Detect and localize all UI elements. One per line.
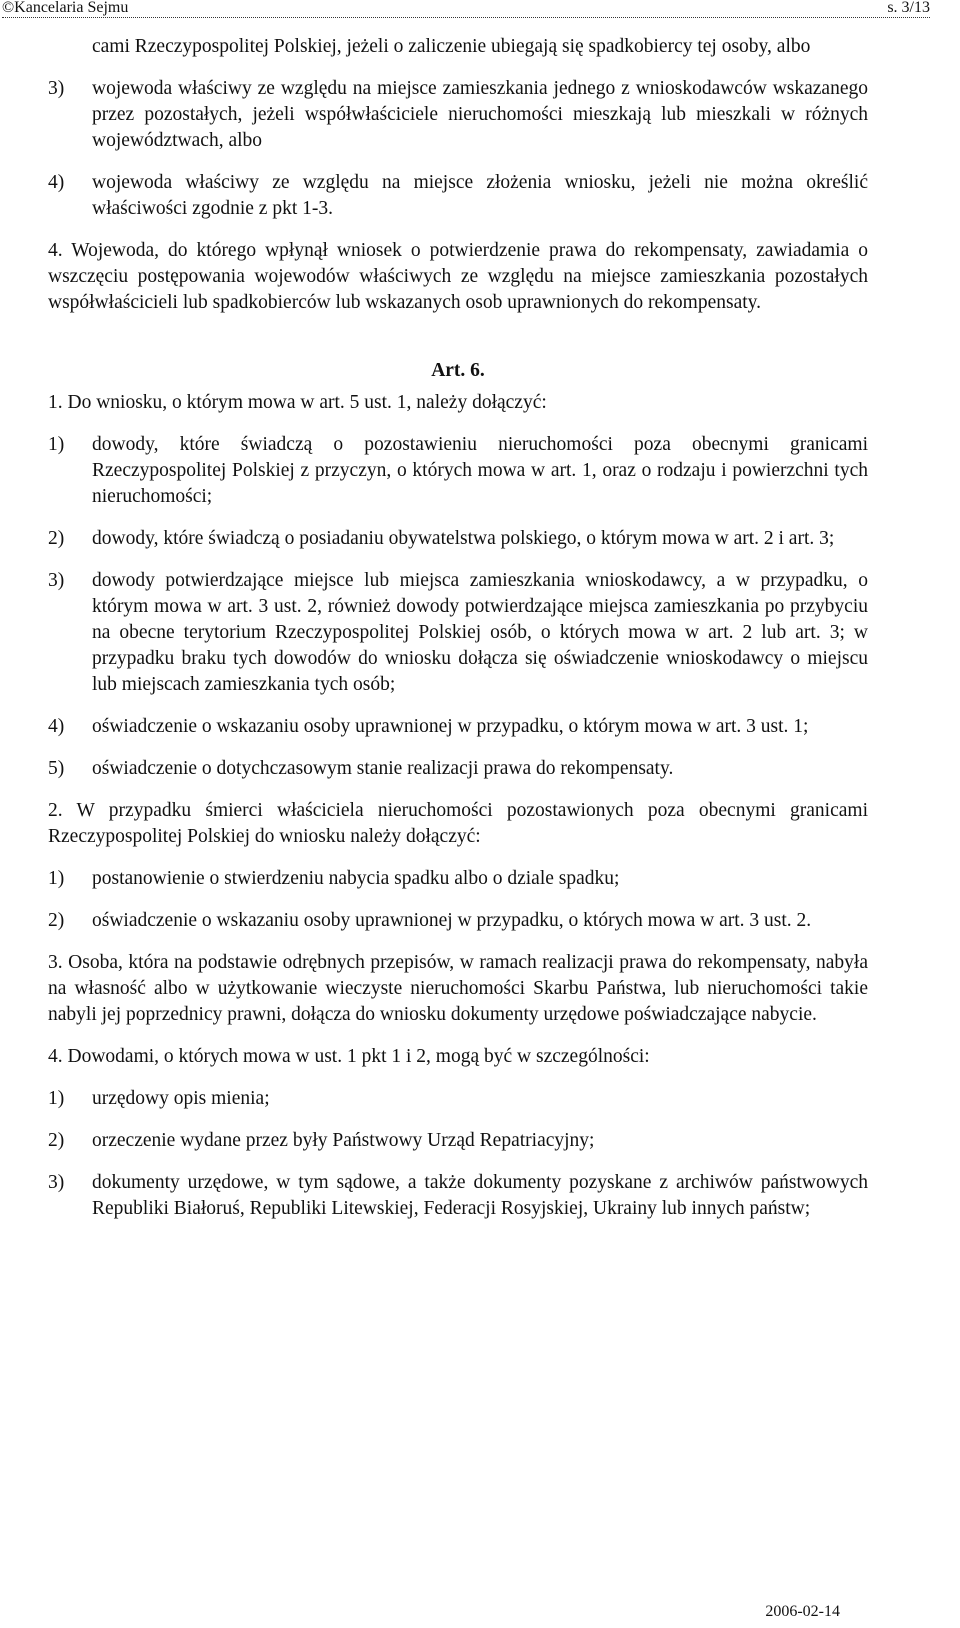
item-text: urzędowy opis mienia;	[92, 1088, 270, 1109]
list-item	[48, 1170, 868, 1222]
article-6-section-2-intro	[48, 798, 868, 850]
item-text: wojewoda właściwy ze względu na miejsce złożenia wniosku, jeżeli nie można określić właściwości zgodnie z pkt 1-3.	[92, 172, 868, 219]
item-number: 3)	[48, 1172, 65, 1193]
item-number: 4)	[48, 716, 65, 737]
list-item	[48, 170, 868, 222]
continued-paragraph: cami Rzeczypospolitej Polskiej, jeżeli o zaliczenie ubiegają się spadkobiercy tej osoby, albo	[92, 36, 811, 57]
paragraph-4	[48, 238, 868, 316]
list-item	[48, 568, 868, 698]
item-text: wojewoda właściwy ze względu na miejsce zamieszkania jednego z wnioskodawców wskazanego przez pozostałych, jeżeli współwłaściciele nieruchomości mieszkają lub mieszkali w różnych województwach, albo	[92, 78, 868, 151]
section-4-list	[48, 1086, 868, 1222]
item-number: 2)	[48, 910, 65, 931]
list-item	[48, 908, 868, 934]
list-item	[48, 76, 868, 154]
list-item	[48, 1086, 868, 1112]
header-page-number: s. 3/13	[887, 0, 930, 16]
article-6-section-1-intro: 1. Do wniosku, o którym mowa w art. 5 ust. 1, należy dołączyć:	[48, 392, 547, 413]
list-item	[48, 866, 868, 892]
item-number: 3)	[48, 78, 65, 99]
item-number: 1)	[48, 1088, 65, 1109]
item-text: dowody potwierdzające miejsce lub miejsca zamieszkania wnioskodawcy, a w przypadku, o którym mowa w art. 3 ust. 2, również dowody potwierdzające miejsca zamieszkania po przybyciu na obecne terytorium Rzeczypospolitej Polskiej osób, o których mowa w art. 2 lub art. 3; w przypadku braku tych dowodów do wniosku dołącza się oświadczenie wnioskodawcy o miejscu lub miejscach zamieszkania tych osób;	[92, 570, 868, 695]
list-item	[48, 526, 868, 552]
paragraph-text: W przypadku śmierci właściciela nieruchomości pozostawionych poza obecnymi granicami Rzeczypospolitej Polskiej do wniosku należy dołączyć:	[48, 800, 868, 847]
list-item	[48, 756, 868, 782]
header-rule	[2, 17, 930, 18]
list-item	[48, 714, 868, 740]
item-text: postanowienie o stwierdzeniu nabycia spadku albo o dziale spadku;	[92, 868, 620, 889]
section-1-list	[48, 432, 868, 782]
page-header	[0, 0, 960, 20]
paragraph-number: 4.	[48, 240, 63, 261]
item-text: dowody, które świadczą o pozostawieniu nieruchomości poza obecnymi granicami Rzeczypospolitej Polskiej z przyczyn, o których mowa w art. 1, oraz o rodzaju i powierzchni tych nieruchomości;	[92, 434, 868, 507]
item-text: dowody, które świadczą o posiadaniu obywatelstwa polskiego, o którym mowa w art. 2 i art. 3;	[92, 528, 835, 549]
list-item	[48, 1128, 868, 1154]
item-number: 4)	[48, 172, 65, 193]
item-number: 5)	[48, 758, 65, 779]
item-number: 2)	[48, 1130, 65, 1151]
article-6-section-4-intro: 4. Dowodami, o których mowa w ust. 1 pkt 1 i 2, mogą być w szczególności:	[48, 1046, 650, 1067]
item-text: oświadczenie o wskazaniu osoby uprawnionej w przypadku, o którym mowa w art. 3 ust. 1;	[92, 716, 809, 737]
document-body	[48, 34, 868, 1238]
item-number: 1)	[48, 868, 65, 889]
article-title: Art. 6.	[431, 360, 485, 381]
item-text: orzeczenie wydane przez były Państwowy Urząd Repatriacyjny;	[92, 1130, 595, 1151]
item-number: 3)	[48, 570, 65, 591]
item-text: oświadczenie o wskazaniu osoby uprawnionej w przypadku, o których mowa w art. 3 ust. 2.	[92, 910, 812, 931]
item-number: 1)	[48, 434, 65, 455]
section-2-list	[48, 866, 868, 934]
footer-date: 2006-02-14	[765, 1603, 840, 1620]
paragraph-number: 3.	[48, 952, 63, 973]
item-text: oświadczenie o dotychczasowym stanie realizacji prawa do rekompensaty.	[92, 758, 674, 779]
item-number: 2)	[48, 528, 65, 549]
paragraph-text: Wojewoda, do którego wpłynął wniosek o potwierdzenie prawa do rekompensaty, zawiadamia o wszczęciu postępowania wojewodów właściwych ze względu na miejsce zamieszkania pozostałych współwłaścicieli lub spadkobierców lub wskazanych osob uprawnionych do rekompensaty.	[48, 240, 868, 313]
paragraph-number: 2.	[48, 800, 63, 821]
paragraph-text: Osoba, która na podstawie odrębnych przepisów, w ramach realizacji prawa do rekompensaty, nabyła na własność albo w użytkowanie wieczyste nieruchomości Skarbu Państwa, lub nieruchomości takie nabyli jej poprzednicy prawni, dołącza do wniosku dokumenty urzędowe poświadczające nabycie.	[48, 952, 868, 1025]
article-6-section-3	[48, 950, 868, 1028]
item-text: dokumenty urzędowe, w tym sądowe, a także dokumenty pozyskane z archiwów państwowych Republiki Białoruś, Republiki Litewskiej, Federacji Rosyjskiej, Ukrainy lub innych państw;	[92, 1172, 868, 1219]
header-copyright: ©Kancelaria Sejmu	[2, 0, 129, 16]
list-item	[48, 432, 868, 510]
